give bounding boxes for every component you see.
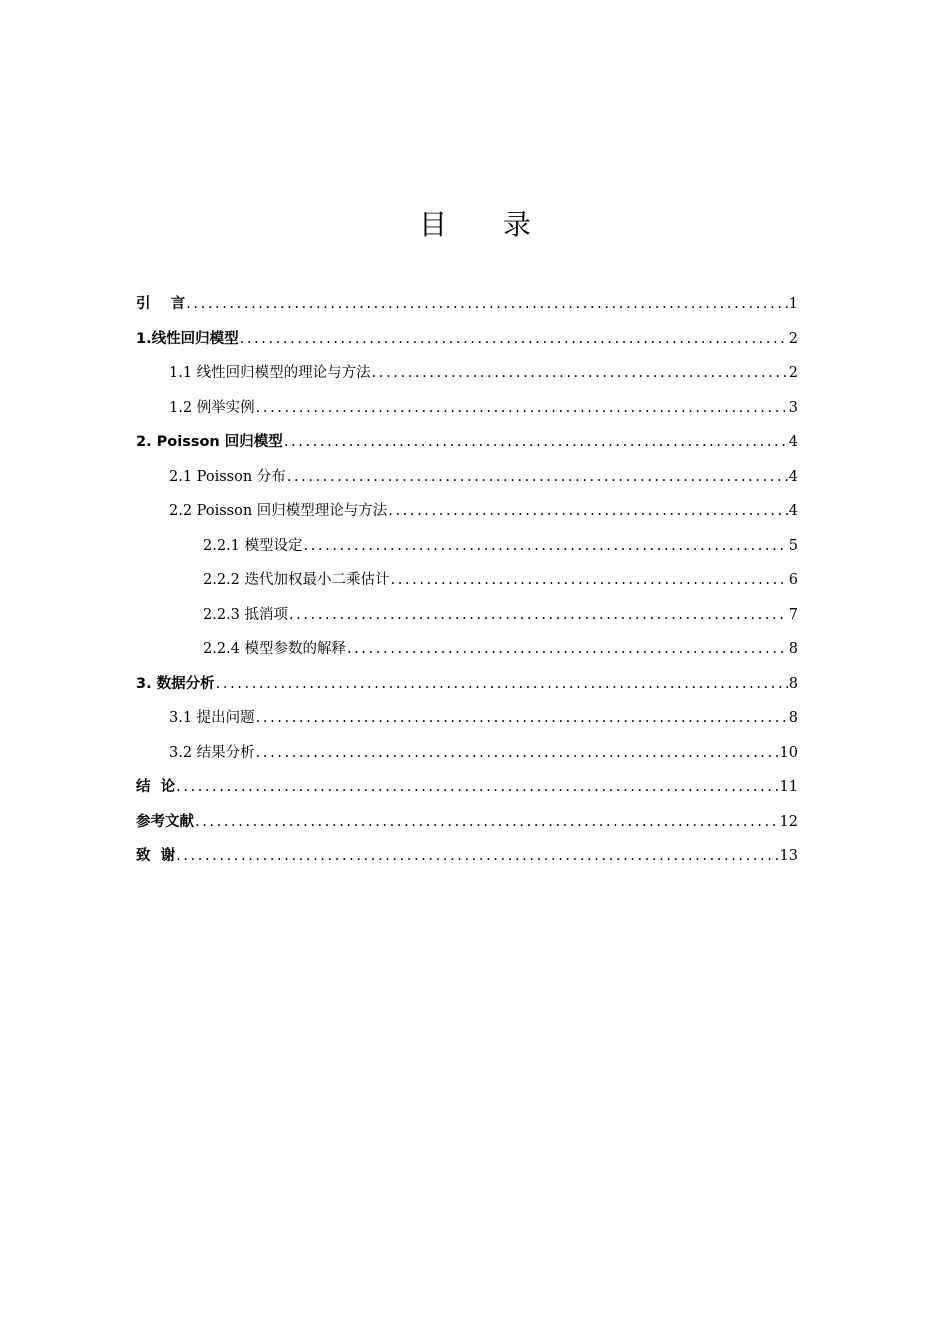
toc-entry-conclusion[interactable]: [136, 770, 798, 805]
toc-entry-section-2-2[interactable]: [136, 494, 798, 529]
toc-leader-dots: [289, 598, 788, 633]
toc-entry-references[interactable]: [136, 805, 798, 840]
toc-page-number: 8: [788, 710, 798, 726]
toc-entry-text: 引 言: [136, 296, 186, 312]
toc-leader-dots: [388, 494, 788, 529]
toc-entry-chapter-3[interactable]: [136, 667, 798, 702]
toc-entry-text: 3. 数据分析: [136, 675, 215, 692]
toc-entry-text: 3.1 提出问题: [169, 710, 255, 726]
toc-entry-text: 1.2 例举实例: [169, 399, 255, 416]
toc-page-number: 10: [779, 744, 798, 761]
toc-page-number: 8: [788, 641, 798, 657]
toc-leader-dots: [372, 356, 788, 391]
toc-title: [0, 205, 950, 245]
toc-entry-text: 2.2.3 抵消项: [203, 606, 289, 623]
toc-leader-dots: [195, 805, 779, 840]
toc-page-number: 4: [788, 434, 798, 450]
toc-entry-text: 致 谢: [136, 848, 176, 864]
toc-entry-text: 1.线性回归模型: [136, 330, 239, 347]
toc-entry-text: 2.2.4 模型参数的解释: [203, 641, 347, 657]
toc-title-char-2: 录: [503, 208, 532, 241]
toc-entry-text: 1.1 线性回归模型的理论与方法: [169, 365, 371, 381]
toc-entry-section-2-2-4[interactable]: [136, 632, 798, 667]
toc-entry-text: 2.2.2 迭代加权最小二乘估计: [203, 572, 390, 588]
toc-leader-dots: [256, 701, 788, 736]
toc-entry-text: 参考文献: [136, 813, 194, 830]
toc-leader-dots: [216, 667, 788, 702]
toc-leader-dots: [287, 460, 788, 495]
toc-leader-dots: [284, 425, 788, 460]
toc-leader-dots: [347, 632, 788, 667]
toc-title-char-1: 目: [418, 208, 447, 241]
toc-page-number: 2: [788, 330, 798, 347]
toc-entry-section-3-2[interactable]: [136, 736, 798, 771]
toc-entry-chapter-2[interactable]: [136, 425, 798, 460]
toc-page-number: 13: [779, 848, 798, 864]
toc-entry-text: 2.1 Poisson 分布: [169, 468, 286, 485]
toc-page-number: 5: [788, 537, 798, 554]
toc-entry-text: 2.2 Poisson 回归模型理论与方法: [169, 503, 388, 519]
toc-entry-acknowledgements[interactable]: [136, 839, 798, 874]
toc-leader-dots: [256, 736, 779, 771]
toc-entry-section-1-2[interactable]: [136, 391, 798, 426]
toc-entry-section-2-2-1[interactable]: [136, 529, 798, 564]
toc-page-number: 4: [788, 468, 798, 485]
table-of-contents: [136, 287, 798, 874]
toc-entry-section-2-1[interactable]: [136, 460, 798, 495]
toc-page-number: 3: [788, 399, 798, 416]
toc-page-number: 11: [779, 779, 798, 795]
toc-page-number: 8: [788, 675, 798, 692]
toc-entry-section-2-2-2[interactable]: [136, 563, 798, 598]
toc-leader-dots: [256, 391, 788, 426]
toc-entry-section-2-2-3[interactable]: [136, 598, 798, 633]
toc-page-number: 12: [779, 813, 798, 830]
toc-leader-dots: [186, 287, 788, 322]
toc-leader-dots: [304, 529, 788, 564]
toc-entry-text: 2.2.1 模型设定: [203, 537, 303, 554]
toc-page-number: 4: [788, 503, 798, 519]
toc-page-number: 6: [788, 572, 798, 588]
toc-entry-text: 3.2 结果分析: [169, 744, 255, 761]
toc-leader-dots: [240, 322, 788, 357]
toc-leader-dots: [176, 839, 778, 874]
toc-leader-dots: [391, 563, 788, 598]
toc-page-number: 1: [788, 296, 798, 312]
toc-entry-section-3-1[interactable]: [136, 701, 798, 736]
toc-entry-intro[interactable]: [136, 287, 798, 322]
toc-entry-section-1-1[interactable]: [136, 356, 798, 391]
toc-entry-text: 结 论: [136, 779, 176, 795]
toc-entry-text: 2. Poisson 回归模型: [136, 434, 283, 450]
toc-entry-chapter-1[interactable]: [136, 322, 798, 357]
toc-page-number: 7: [788, 606, 798, 623]
toc-page-number: 2: [788, 365, 798, 381]
toc-leader-dots: [176, 770, 778, 805]
